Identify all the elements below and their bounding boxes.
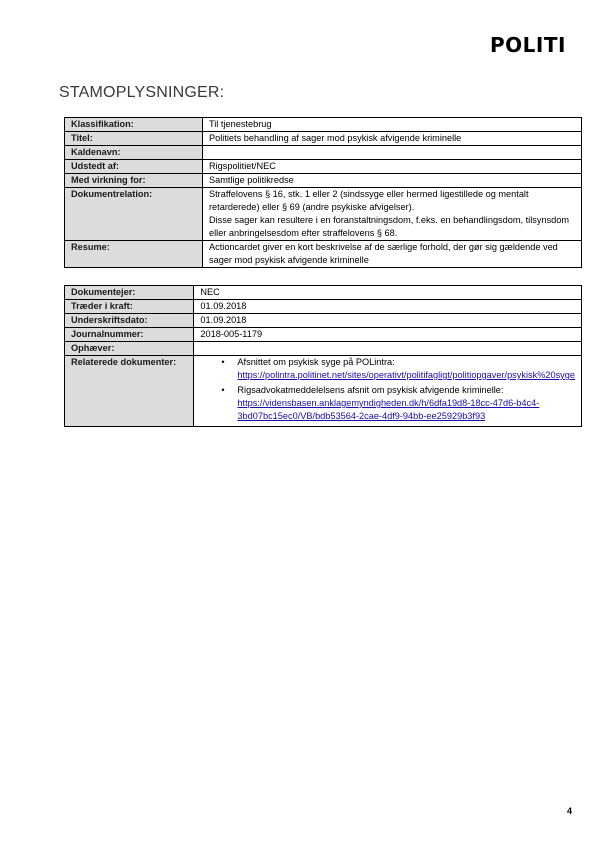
metadata-table [64,117,582,268]
row-value: Politiets behandling af sager mod psykisk afvigende kriminelle [203,132,582,146]
table-row [65,300,582,314]
row-value [203,188,582,241]
related-doc-text: Rigsadvokatmeddelelsens afsnit om psykisk afvigende kriminelle: [237,385,504,395]
row-label: Kaldenavn: [65,146,203,160]
row-value [203,146,582,160]
row-value: NEC [194,286,582,300]
row-label: Journalnummer: [65,328,194,342]
table-row [65,328,582,342]
row-value: Actioncardet giver en kort beskrivelse af de særlige forhold, der gør sig gældende ved sager mod psykisk afvigende kriminelle [203,241,582,268]
row-label: Ophæver: [65,342,194,356]
bullet-icon: • [221,385,225,395]
row-label: Dokumentejer: [65,286,194,300]
row-label: Relaterede dokumenter: [65,356,194,427]
table-row [65,146,582,160]
table-row [65,342,582,356]
table-row [65,132,582,146]
list-item [200,384,575,423]
row-label: Klassifikation: [65,118,203,132]
page-title: STAMOPLYSNINGER: [59,84,225,101]
row-label: Dokumentrelation: [65,188,203,241]
page-number: 4 [567,806,573,816]
table-row [65,174,582,188]
row-label: Titel: [65,132,203,146]
row-value: Samtlige politikredse [203,174,582,188]
row-value: 01.09.2018 [194,314,582,328]
row-value [194,342,582,356]
vidensbasen-link[interactable]: https://vidensbasen.anklagemyndigheden.dk/h/6dfa19d8-18cc-47d6-b4c4-3bd07bc15ec0/VB/bdb53564-2cae-4df9-94bb-ee25929b3f93 [237,398,540,421]
row-value: Rigspolitiet/NEC [203,160,582,174]
document-relation-paragraph: Disse sager kan resultere i en foranstaltningsdom, f.eks. en behandlingsdom, tilsynsdom eller anbringelsesdom efter straffelovens § 68. [209,215,570,238]
row-label: Resume: [65,241,203,268]
row-label: Med virkning for: [65,174,203,188]
row-value [194,356,582,427]
list-item [200,356,575,382]
document-relation-paragraph: Straffelovens § 16, stk. 1 eller 2 (sindssyge eller hermed ligestillede og mentalt retarderede) eller § 69 (andre psykiske afvigelser). [209,189,529,212]
table-row [65,160,582,174]
row-value: Til tjenestebrug [203,118,582,132]
table-row [65,356,582,427]
related-documents-list [200,356,575,426]
row-value: 2018-005-1179 [194,328,582,342]
table-row [65,286,582,300]
politi-logo: POLITI [490,33,566,57]
table-row [65,241,582,268]
polintra-link[interactable]: https://polintra.politinet.net/sites/operativt/politifagligt/politiopgaver/psykisk%20syge [237,370,575,380]
document-info-table [64,285,582,427]
row-label: Underskriftsdato: [65,314,194,328]
table-row [65,314,582,328]
row-label: Træder i kraft: [65,300,194,314]
bullet-icon: • [221,357,225,367]
row-value: 01.09.2018 [194,300,582,314]
related-doc-text: Afsnittet om psykisk syge på POLintra: [237,357,395,367]
table-row [65,118,582,132]
row-label: Udstedt af: [65,160,203,174]
table-row [65,188,582,241]
